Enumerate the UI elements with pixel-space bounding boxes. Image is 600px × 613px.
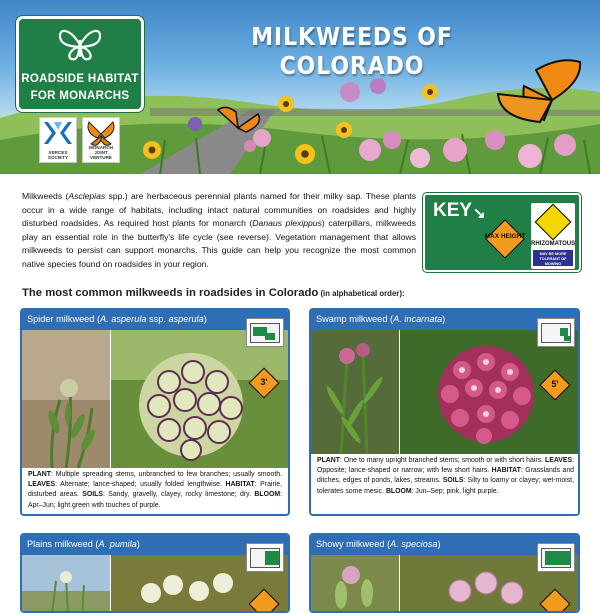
species-card-title: Swamp milkweed (A. incarnata): [311, 310, 578, 330]
monarch-joint-venture-logo: [82, 117, 120, 163]
spider-milkweed-plant-photo: [22, 330, 110, 468]
colorado-range-map: [246, 543, 284, 572]
species-card-swamp-milkweed: [309, 308, 580, 516]
key-title: KEY: [433, 200, 473, 221]
arrow-down-right-icon: ↘: [473, 205, 486, 222]
rhizomatous-diamond-icon: [535, 204, 572, 241]
plains-milkweed-plant-photo: [22, 555, 110, 613]
colorado-range-map: [537, 543, 575, 572]
max-height-value: 3': [260, 377, 268, 387]
header-banner: [0, 0, 600, 174]
colorado-range-map: [537, 318, 575, 347]
sign-line-2: FOR MONARCHS: [30, 90, 130, 102]
sign-line-1: ROADSIDE HABITAT: [21, 73, 139, 85]
species-card-title: Plains milkweed (A. pumila): [22, 535, 288, 555]
colorado-range-map: [246, 318, 284, 347]
species-description: PLANT: One to many upright branched stems; smooth or with short hairs. LEAVES: Opposite; lance-shaped or narrow; with few short hairs. HABITAT: Grasslands and ditches, edges of ponds, lakes, streams. SOILS: Silty to loamy or clayey; wet-moist, tolerates some mesic. BLOOM: Jun–Sep; pink, light purple.: [317, 457, 574, 495]
xerces-society-logo: [39, 117, 77, 163]
rhizomatous-subtext: MAY BE MORE TOLERANT OF MOWING: [533, 250, 573, 266]
max-height-value: 5': [551, 379, 559, 389]
rhizomatous-sign: [531, 203, 575, 269]
species-card-title: Spider milkweed (A. asperula ssp. asperula): [22, 310, 288, 330]
xerces-logo-text: XERCES SOCIETY: [47, 150, 69, 160]
showy-milkweed-plant-photo: [311, 555, 399, 613]
xerces-x-icon: [40, 118, 76, 148]
species-card-showy-milkweed: [309, 533, 580, 613]
species-description: PLANT: Multiple spreading stems, unbranched to few branches; usually smooth. LEAVES: Alternate; lance-shaped; usually folded lengthwise. HABITAT: Prairie, disturbed areas. SOILS: Sandy, gravelly, clayey, rocky limestone; dry. BLOOM: Apr–Jun; light green with touches of purple.: [28, 471, 283, 509]
species-card-title: Showy milkweed (A. speciosa): [311, 535, 578, 555]
page-title: MILKWEEDS OF COLORADO: [251, 22, 453, 80]
species-card-spider-milkweed: [20, 308, 290, 516]
butterfly-icon: [57, 25, 103, 65]
monarch-butterfly-icon: [83, 118, 119, 148]
roadside-habitat-sign: [16, 16, 144, 112]
spider-milkweed-flower-photo: [111, 330, 288, 468]
rhizomatous-label: RHIZOMATOUS: [531, 241, 576, 247]
section-heading: The most common milkweeds in roadsides in Colorado (in alphabetical order):: [22, 287, 405, 299]
max-height-label: MAX HEIGHT: [484, 233, 526, 240]
monarch-logo-text: MONARCH JOINT VENTURE: [89, 145, 113, 160]
intro-paragraph: Milkweeds (Asclepias spp.) are herbaceous perennial plants named for their milky sap. These plants occur in a wide range of habitats, including intact natural communities on roadsides and highly disturbed roadsides. As required host plants for monarch (Danaus plexippus) caterpillars, milkweeds play an essential role in the butterfly's life cycle (see reverse). Vegetation management that allows milkweeds to persist can support monarchs. This guide can help you recognize the most common native species found on roadsides in your region.: [22, 191, 416, 269]
species-card-plains-milkweed: [20, 533, 290, 613]
key-sign: [423, 193, 581, 272]
swamp-milkweed-plant-photo: [311, 330, 399, 454]
